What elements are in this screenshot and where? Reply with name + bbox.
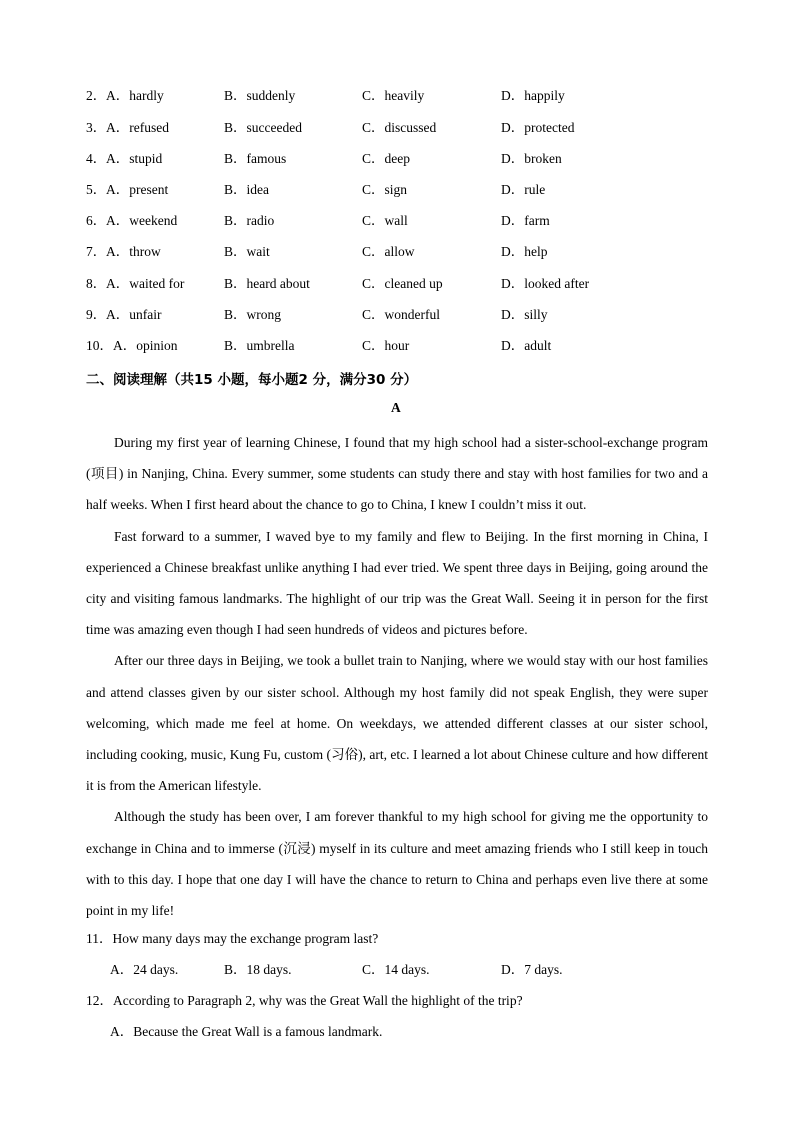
option-d: D．silly [501, 307, 548, 322]
option-c: C．wonderful [362, 307, 440, 322]
option-b: B．idea [224, 182, 269, 197]
paragraph-3: After our three days in Beijing, we took a bullet train to Nanjing, where we would stay with our host families and attend classes given by our sister school. Although my host family did not speak English, they were super welcoming, which made me feel at home. On weekdays, we attended different classes at our sister school, including cooking, music, Kung Fu, custom (习俗), art, etc. I learned a lot about Chinese culture and how different it is from the American lifestyle. [86, 653, 708, 794]
option-b: B．heard about [224, 276, 310, 291]
option-a: A．waited for [106, 276, 185, 291]
option-b: B．radio [224, 213, 275, 228]
paragraph-2: Fast forward to a summer, I waved bye to my family and flew to Beijing. In the first morning in China, I experienced a Chinese breakfast unlike anything I had ever tried. We spent three days in Beijing, going around the city and visiting famous landmarks. The highlight of our trip was the Great Wall. Seeing it in person for the first time was amazing even though I had seen hundreds of videos and pictures before. [86, 528, 708, 638]
question-number: 9． [86, 307, 107, 322]
option-a: A．throw [106, 244, 161, 259]
question-number: 8． [86, 276, 107, 291]
option-a: A．present [106, 182, 169, 197]
option-d: D．looked after [501, 276, 590, 291]
option-a: A．hardly [106, 88, 164, 103]
option-b: B．succeeded [224, 120, 302, 135]
option-d: D．adult [501, 338, 552, 353]
option-b: B．umbrella [224, 338, 295, 353]
option-c: C．deep [362, 151, 410, 166]
option-d: D．help [501, 244, 548, 259]
option-b: B．wrong [224, 307, 281, 322]
option-c: C．allow [362, 244, 415, 259]
question-number: 7． [86, 244, 107, 259]
option-a: A．weekend [106, 213, 178, 228]
option-d: D．broken [501, 151, 562, 166]
reading-passage [86, 427, 708, 926]
question-11-options [110, 960, 710, 980]
option-b: B．famous [224, 151, 287, 166]
question-12-options [110, 1022, 710, 1042]
question-number: 5． [86, 182, 107, 197]
option-b: B．suddenly [224, 88, 296, 103]
question-number: 3． [86, 120, 107, 135]
paragraph-1: During my first year of learning Chinese, I found that my high school had a sister-school-exchange program (项目) in Nanjing, China. Every summer, some students can study there and stay with host families for two and a half weeks. When I first heard about the chance to go to China, I knew I couldn’t miss it out. [86, 435, 708, 513]
question-number: 6． [86, 213, 107, 228]
option-c: C．cleaned up [362, 276, 443, 291]
question-11: 11．How many days may the exchange program last? [86, 931, 379, 946]
question-number: 4． [86, 151, 107, 166]
option-c: C．14 days. [362, 962, 430, 977]
question-number: 10． [86, 338, 113, 353]
option-c: C．sign [362, 182, 408, 197]
option-a: A．24 days. [110, 962, 179, 977]
question-number: 2． [86, 88, 107, 103]
option-d: D．happily [501, 88, 565, 103]
option-d: D．farm [501, 213, 550, 228]
paragraph-4: Although the study has been over, I am forever thankful to my high school for giving me the opportunity to exchange in China and to immerse (沉浸) myself in its culture and meet amazing friends who I still keep in touch with to this day. I hope that one day I will have the chance to return to China and perhaps even live there at some point in my life! [86, 809, 708, 919]
option-b: B．18 days. [224, 962, 292, 977]
option-c: C．wall [362, 213, 408, 228]
passage-letter: A [391, 400, 401, 415]
option-b: B．wait [224, 244, 270, 259]
option-d: D．protected [501, 120, 575, 135]
question-12: 12．According to Paragraph 2, why was the Great Wall the highlight of the trip? [86, 993, 523, 1008]
option-a: A．opinion [113, 338, 178, 353]
option-d: D．7 days. [501, 962, 563, 977]
option-a: A．unfair [106, 307, 162, 322]
option-d: D．rule [501, 182, 546, 197]
section-title: 二、阅读理解（共15 小题，每小题2 分，满分30 分） [86, 372, 418, 388]
option-c: C．heavily [362, 88, 425, 103]
option-c: C．hour [362, 338, 410, 353]
option-a: A．Because the Great Wall is a famous landmark. [110, 1024, 383, 1039]
option-c: C．discussed [362, 120, 437, 135]
option-a: A．stupid [106, 151, 163, 166]
option-a: A．refused [106, 120, 169, 135]
